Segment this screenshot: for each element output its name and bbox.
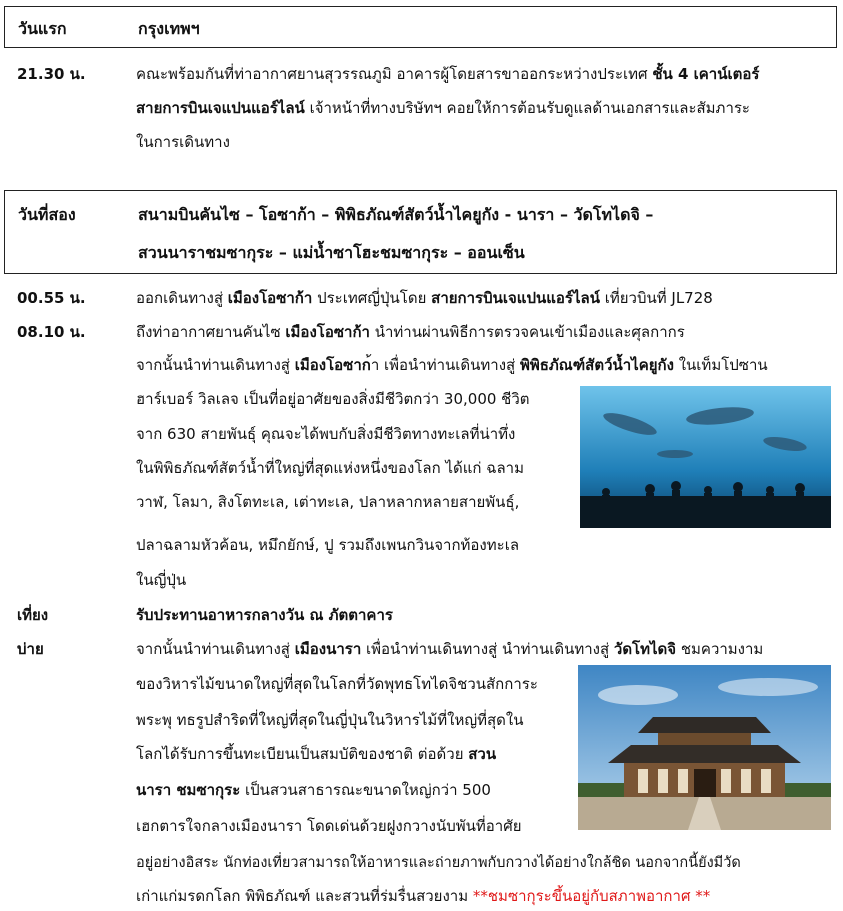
text: ในเท็มโปซาน	[673, 356, 768, 374]
text: ชมความงาม	[676, 640, 764, 658]
lunch-line: รับประทานอาหารกลางวัน ณ ภัตตาคาร	[136, 606, 393, 624]
text-bold: สวน	[468, 745, 497, 763]
day1-line3: ในการเดินทาง	[136, 133, 230, 151]
day1-place: กรุงเทพฯ	[138, 19, 200, 38]
aquarium-text-line: ฮาร์เบอร์ วิลเลจ เป็นที่อยู่อาศัยของสิ่งมีชีวิตกว่า 30,000 ชีวิต	[136, 390, 530, 408]
text: นำท่านผ่านพิธีการตรวจคนเข้าเมืองและศุลกากร	[369, 323, 685, 341]
weather-note: **ชมซากุระขึ้นอยู่กับสภาพอากาศ **	[472, 887, 711, 905]
text-bold: วัดโทไดจิ	[613, 640, 677, 658]
text-bold: พิพิธภัณฑ์สัตว์น้ำไคยูกัง	[519, 356, 674, 374]
aquarium-text-line: จาก 630 สายพันธุ์ คุณจะได้พบกับสิ่งมีชีวิตทางทะเลที่น่าทึ่ง	[136, 425, 516, 443]
text-bold: สายการบินเจแปนแอร์ไลน์	[431, 289, 600, 307]
aquarium-text-line: ในพิพิธภัณฑ์สัตว์น้ำที่ใหญ่ที่สุดแห่งหนึ่งของโลก ได้แก่ ฉลาม	[136, 459, 524, 477]
aquarium-photo	[580, 386, 831, 528]
text-bold: ชั้น 4 เคาน์เตอร์	[652, 65, 760, 83]
temple-text-line	[136, 884, 710, 908]
text: จากนั้นนำท่านเดินทางสู่	[136, 356, 295, 374]
flight-line	[136, 286, 713, 310]
text: ้า เพื่อนำท่านเดินทางสู่	[370, 356, 520, 374]
text: ถึงท่าอากาศยานคันไซ	[136, 323, 286, 341]
text-bold: เมืองโอซาก	[294, 356, 371, 374]
temple-text-line	[136, 778, 491, 802]
text-bold: สายการบินเจแปนแอร์ไลน์	[136, 99, 305, 117]
text-bold: เมืองโอซาก้า	[227, 289, 313, 307]
day2-route-line2: สวนนาราชมซากุระ – แม่น้ำซาโฮะชมซากุระ – ออนเซ็น	[138, 243, 525, 262]
day1-time: 21.30 น.	[17, 65, 86, 83]
text-bold: เมืองโอซาก้า	[285, 323, 370, 341]
text: จากนั้นนำท่านเดินทางสู่	[136, 640, 295, 658]
text: เป็นสวนสาธารณะขนาดใหญ่กว่า 500	[240, 781, 491, 799]
day1-line1	[136, 62, 759, 86]
day1-label: วันแรก	[18, 19, 67, 38]
time-0055: 00.55 น.	[17, 289, 86, 307]
day1-line2	[136, 96, 750, 120]
day2-route-line1: สนามบินคันไซ – โอซาก้า – พิพิธภัณฑ์สัตว์น้ำไคยูกัง - นารา – วัดโทไดจิ –	[138, 205, 654, 224]
aquarium-text-line: วาฬ, โลมา, สิงโตทะเล, เต่าทะเล, ปลาหลากหลายสายพันธุ์,	[136, 493, 520, 511]
time-0810: 08.10 น.	[17, 323, 86, 341]
day2-label: วันที่สอง	[18, 205, 76, 224]
aquarium-intro-line	[136, 353, 768, 377]
temple-text-line: อยู่อย่างอิสระ นักท่องเที่ยวสามารถให้อาหารและถ่ายภาพกับกวางได้อย่างใกล้ชิด นอกจากนี้ยังมีวัด	[136, 855, 741, 871]
aquarium-text-line: ปลาฉลามหัวค้อน, หมึกยักษ์, ปู รวมถึงเพนกวินจากท้องทะเล	[136, 536, 520, 554]
text: เก่าแก่มรดกโลก พิพิธภัณฑ์ และสวนที่ร่มรื่นสวยงาม	[136, 887, 473, 905]
aquarium-text-line: ในญี่ปุ่น	[136, 571, 187, 589]
day2-header	[4, 190, 837, 274]
text-bold: นารา ชมซากุระ	[136, 781, 241, 799]
arrival-line	[136, 320, 685, 344]
text-bold: เมืองนารา	[294, 640, 362, 658]
text: คณะพร้อมกันที่ท่าอากาศยานสุวรรณภูมิ อาคารผู้โดยสารขาออกระหว่างประเทศ	[136, 65, 653, 83]
temple-text-line: พระพุ ทธรูปสำริดที่ใหญ่ที่สุดในญี่ปุ่นในวิหารไม้ที่ใหญ่ที่สุดใน	[136, 711, 524, 729]
text: เพื่อนำท่านเดินทางสู่ นำท่านเดินทางสู่	[361, 640, 614, 658]
text: เจ้าหน้าที่ทางบริษัทฯ คอยให้การต้อนรับดูแลด้านเอกสารและสัมภาระ	[304, 99, 750, 117]
temple-text-line	[136, 742, 496, 766]
afternoon-time: บ่าย	[17, 640, 44, 658]
todaiji-photo	[578, 665, 831, 830]
lunch-time: เที่ยง	[17, 606, 49, 624]
day1-header	[4, 6, 837, 48]
nara-intro-line	[136, 637, 763, 661]
text: โลกได้รับการขึ้นทะเบียนเป็นสมบัติของชาติ ต่อด้วย	[136, 745, 469, 763]
text: ออกเดินทางสู่	[136, 289, 228, 307]
text: ประเทศญี่ปุ่นโดย	[312, 289, 432, 307]
temple-text-line: เฮกตารใจกลางเมืองนารา โดดเด่นด้วยฝูงกวางนับพันที่อาศัย	[136, 817, 522, 835]
text: เที่ยวบินที่ JL728	[599, 289, 713, 307]
temple-text-line: ของวิหารไม้ขนาดใหญ่ที่สุดในโลกที่วัดพุทธโทไดจิชวนสักการะ	[136, 675, 538, 693]
